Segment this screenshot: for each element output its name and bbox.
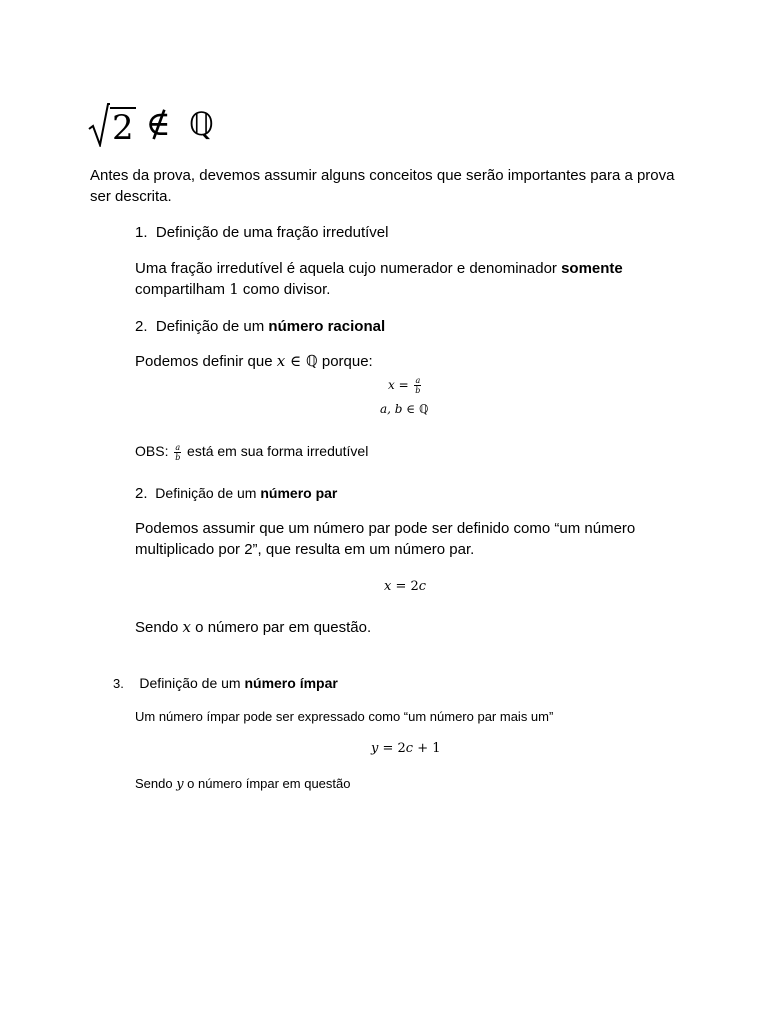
section-1-number: 1.: [135, 224, 148, 241]
section-2-title: Definição de um: [155, 318, 269, 335]
section-2-intro: [135, 351, 373, 372]
section-1-body-line-2: [135, 279, 330, 300]
section-4-title-bold: número ímpar: [244, 675, 338, 691]
section-1-title: Definição de uma fração irredutível: [155, 224, 389, 241]
eq1-numerator: a: [415, 376, 421, 385]
eq3-lhs: x: [384, 579, 392, 594]
section-2-intro-set: ℚ: [305, 352, 318, 370]
section-1-heading: [135, 222, 388, 243]
eq3-var: c: [418, 579, 427, 594]
equation-x-equals-a-over-b: [388, 376, 423, 395]
intro-line-1: Antes da prova, devemos assumir alguns conceitos que serão importantes para a prova: [90, 167, 675, 184]
section-2-number: 2.: [135, 318, 148, 335]
equation-x-equals-2c: [384, 579, 426, 594]
title-rationals-symbol: ℚ: [188, 105, 214, 143]
eq4-mid: = 2: [378, 741, 406, 756]
eq2-lhs: a, b: [380, 402, 403, 416]
section-3-body-line-1: Podemos assumir que um número par pode ser definido como “um número: [135, 520, 636, 537]
section-2-intro-var: x: [276, 352, 286, 370]
section-3-body-line-2: multiplicado por 2”, que resulta em um número par.: [135, 541, 475, 558]
section-2-title-bold: número racional: [268, 318, 386, 335]
eq1-equals: =: [394, 378, 413, 392]
eq4-lhs: y: [371, 741, 379, 756]
eq2-rel: ∈: [402, 402, 419, 416]
obs-text: está em sua forma irredutível: [183, 443, 369, 460]
section-3-closing-text: Sendo: [135, 619, 183, 636]
eq3-rhs: = 2: [391, 579, 419, 594]
section-4-closing-post: o número ímpar em questão: [183, 776, 351, 791]
obs-denominator: b: [175, 453, 181, 462]
eq4-var: c: [405, 741, 414, 756]
section-2-heading: [135, 316, 385, 337]
section-1-body-text-3: como divisor.: [238, 281, 331, 298]
eq2-set: ℚ: [418, 402, 429, 416]
section-2-intro-rel: ∈: [285, 352, 306, 370]
square-root-icon: [88, 101, 110, 147]
obs-label: OBS:: [135, 443, 173, 460]
section-1-body-text: Uma fração irredutível é aquela cujo numerador e denominador: [135, 260, 562, 277]
eq4-post: + 1: [413, 741, 441, 756]
section-1-body-line-1: [135, 258, 623, 279]
section-4-body: Um número ímpar pode ser expressado como “um número par mais um”: [135, 709, 554, 724]
section-3-number: 2.: [135, 485, 148, 502]
section-3-title-bold: número par: [260, 485, 338, 501]
section-4-closing-var: y: [176, 777, 184, 792]
eq1-lhs: x: [388, 378, 395, 392]
equation-y-equals-2c-plus-1: [371, 741, 441, 756]
page-title: [88, 98, 214, 150]
section-4-number: 3.: [113, 676, 124, 691]
obs-numerator: a: [175, 443, 181, 452]
section-1-body-bold: somente: [561, 260, 623, 277]
section-3-heading: [135, 485, 337, 502]
section-4-closing-text: Sendo: [135, 776, 177, 791]
section-1-body-number: 1: [229, 280, 239, 298]
eq1-denominator: b: [415, 386, 421, 395]
equation-a-b-in-q: [380, 402, 428, 416]
section-3-closing-post: o número par em questão.: [191, 619, 372, 636]
section-3-closing-var: x: [182, 618, 192, 636]
obs-note: [135, 443, 368, 462]
section-2-intro-text: Podemos definir que: [135, 353, 277, 370]
section-3-title: Definição de um: [155, 485, 261, 501]
intro-line-2: ser descrita.: [90, 188, 172, 205]
section-4-closing: [135, 776, 350, 792]
section-1-body-text-2: compartilham: [135, 281, 230, 298]
section-4-heading: [113, 675, 338, 691]
section-4-title: Definição de um: [139, 675, 245, 691]
section-2-intro-post: porque:: [317, 353, 373, 370]
title-not-in-symbol: ∉: [145, 104, 171, 144]
title-radicand: 2: [112, 108, 134, 148]
section-3-closing: [135, 617, 371, 638]
